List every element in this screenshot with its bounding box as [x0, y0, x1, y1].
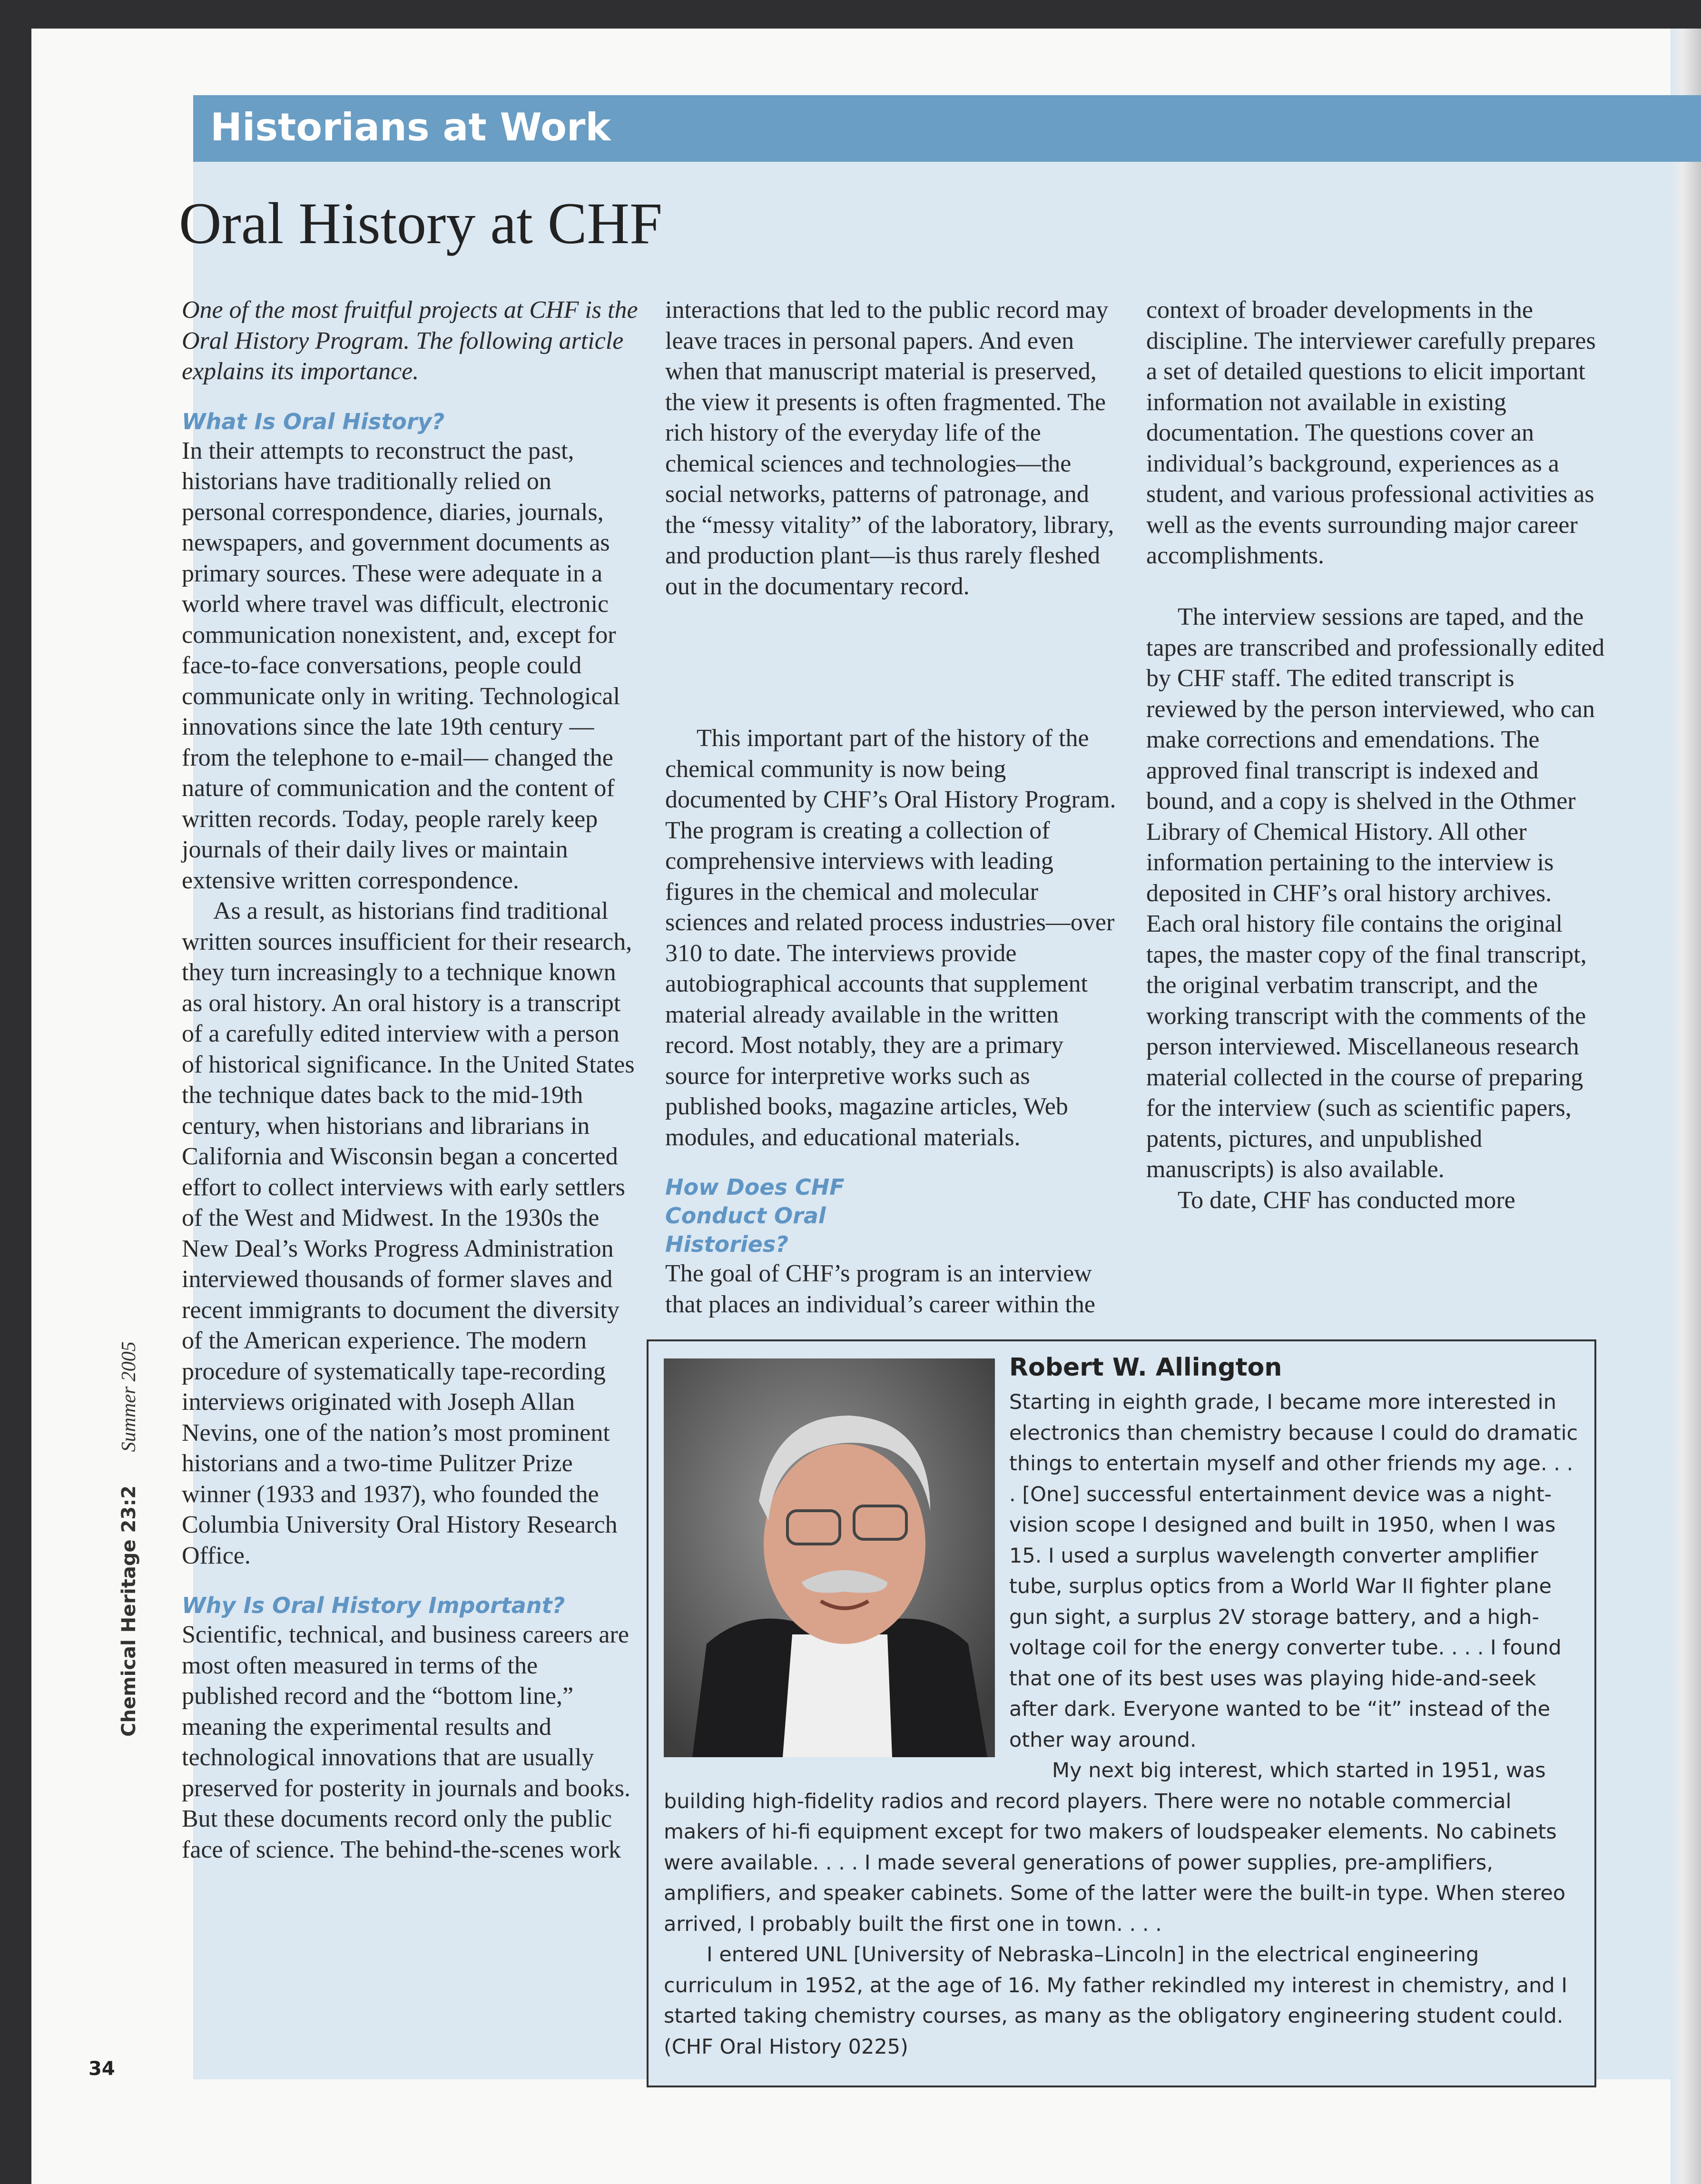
body-paragraph: Scientific, technical, and business careers are most often measured in terms of the published record and the “bottom line,” meaning the experimental results and technological innovations that are usually preserved for posterity in journals and books. But these documents record only the public face of science. The behind-the-scenes work	[182, 1621, 631, 1863]
sidebar-paragraph: I entered UNL [University of Nebraska–Lincoln] in the electrical engineering curriculum in 1952, at the age of 16. My father rekindled my interest in chemistry, and I started taking chemistry courses, as many as the obligatory engineering student could. (CHF Oral History 0225)	[664, 1943, 1568, 2059]
sidebar-name: Robert W. Allington	[1009, 1353, 1282, 1382]
sidebar-quote-box	[647, 1339, 1596, 2087]
running-head	[110, 1308, 148, 1737]
article-intro: One of the most fruitful projects at CHF is the Oral History Program. The following article explains its importance.	[182, 296, 638, 385]
body-paragraph: In their attempts to reconstruct the past, historians have traditionally relied on personal correspondence, diaries, journals, newspapers, and government documents as primary sources. These were adequate in a world where travel was difficult, electronic communication nonexistent, and, except for face-to-face conversations, people could communicate only in writing. Technological innovations since the late 19th century —from the telephone to e-mail— changed the nature of communication and the content of written records. Today, people rarely keep journals of their daily lives or maintain extensive written correspondence.	[182, 437, 620, 894]
page-number: 34	[88, 2058, 115, 2080]
body-paragraph: As a result, as historians find traditional written sources insufficient for their research, they turn increasingly to a technique known as oral history. An oral history is a transcript of a carefully edited interview with a person of historical significance. In the United States the technique dates back to the mid-19th century, when historians and librarians in California and Wisconsin began a concerted effort to collect interviews with early settlers of the West and Midwest. In the 1930s the New Deal’s Works Progress Administration interviewed thousands of former slaves and recent immigrants to document the diversity of the American experience. The modern procedure of systematically tape-recording interviews originated with Joseph Allan Nevins, one of the nation’s most prominent historians and a two-time Pulitzer Prize winner (1933 and 1937), who founded the Columbia University Oral History Research Office.	[182, 897, 635, 1569]
sidebar-quote-text	[664, 1387, 1583, 2062]
body-paragraph-continued: interactions that led to the public record may leave traces in personal papers. And even when that manuscript material is preserved, the view it presents is often fragmented. The rich history of the everyday life of the chemical sciences and technologies—the social networks, patterns of patronage, and the “messy vitality” of the laboratory, library, and production plant—is thus rarely fleshed out in the documentary record.	[665, 296, 1114, 600]
section-header-title: Historians at Work	[210, 105, 611, 149]
article-column-2	[665, 295, 1125, 1320]
subheading-why-is-oral-history-important: Why Is Oral History Important?	[182, 1593, 565, 1618]
body-paragraph: This important part of the history of the chemical community is now being documented by CHF’s Oral History Program. The program is creating a collection of comprehensive interviews with leading figures in the chemical and molecular sciences and related process industries—over 310 to date. The interviews provide autobiographical accounts that supplement material already available in the written record. Most notably, they are a primary source for interpretive works such as published books, magazine articles, Web modules, and educational materials.	[665, 725, 1116, 1151]
article-column-3	[1146, 295, 1606, 1216]
magazine-page	[31, 29, 1701, 2184]
issue-date: Summer 2005	[118, 1341, 140, 1452]
body-paragraph-continued: context of broader developments in the discipline. The interviewer carefully prepares a set of detailed questions to elicit important information not available in existing documentation. The questions cover an individual’s background, experiences as a student, and various professional activities as well as the events surrounding major career accomplishments.	[1146, 296, 1596, 569]
section-header-bar	[193, 95, 1701, 162]
subheading-how-does-chf-conduct: How Does CHF Conduct Oral Histories?	[665, 1174, 845, 1257]
subheading-what-is-oral-history: What Is Oral History?	[182, 408, 445, 434]
sidebar-paragraph: Starting in eighth grade, I became more interested in electronics than chemistry because I could do dramatic things to entertain myself and other friends my age. . . . [One] successful entertainment device was a night-vision scope I designed and built in 1950, when I was 15. I used a surplus wavelength converter amplifier tube, surplus optics from a World War II fighter plane gun sight, a surplus 2V storage battery, and a high-voltage coil for the energy converter tube. . . . I found that one of its best uses was playing hide-and-seek after dark. Everyone wanted to be “it” instead of the other way around.	[1009, 1390, 1578, 1752]
body-paragraph: The goal of CHF’s program is an interview that places an individual’s career within the	[665, 1260, 1095, 1318]
article-column-1	[182, 295, 639, 1865]
publication-name: Chemical Heritage 23:2	[118, 1485, 140, 1737]
page-spine-shadow	[1671, 29, 1701, 2184]
body-paragraph: The interview sessions are taped, and the tapes are transcribed and professionally edited by CHF staff. The edited transcript is reviewed by the person interviewed, who can make corrections and emendations. The approved final transcript is indexed and bound, and a copy is shelved in the Othmer Library of Chemical History. All other information pertaining to the interview is deposited in CHF’s oral history archives. Each oral history file contains the original tapes, the master copy of the final transcript, the original verbatim transcript, and the working transcript with the comments of the person interviewed. Miscellaneous research material collected in the course of preparing for the interview (such as scientific papers, patents, pictures, and unpublished manuscripts) is also available.	[1146, 603, 1605, 1183]
body-paragraph: To date, CHF has conducted more	[1178, 1186, 1515, 1214]
sidebar-paragraph: My next big interest, which started in 1951, was building high-fidelity radios and record players. There were no notable commercial makers of hi-fi equipment except for two makers of loudspeaker elements. No cabinets were available. . . . I made several generations of power supplies, pre-amplifiers, amplifiers, and speaker cabinets. Some of the latter were the built-in type. When stereo arrived, I probably built the first one in town. . . .	[664, 1759, 1566, 1936]
article-title: Oral History at CHF	[179, 191, 663, 256]
